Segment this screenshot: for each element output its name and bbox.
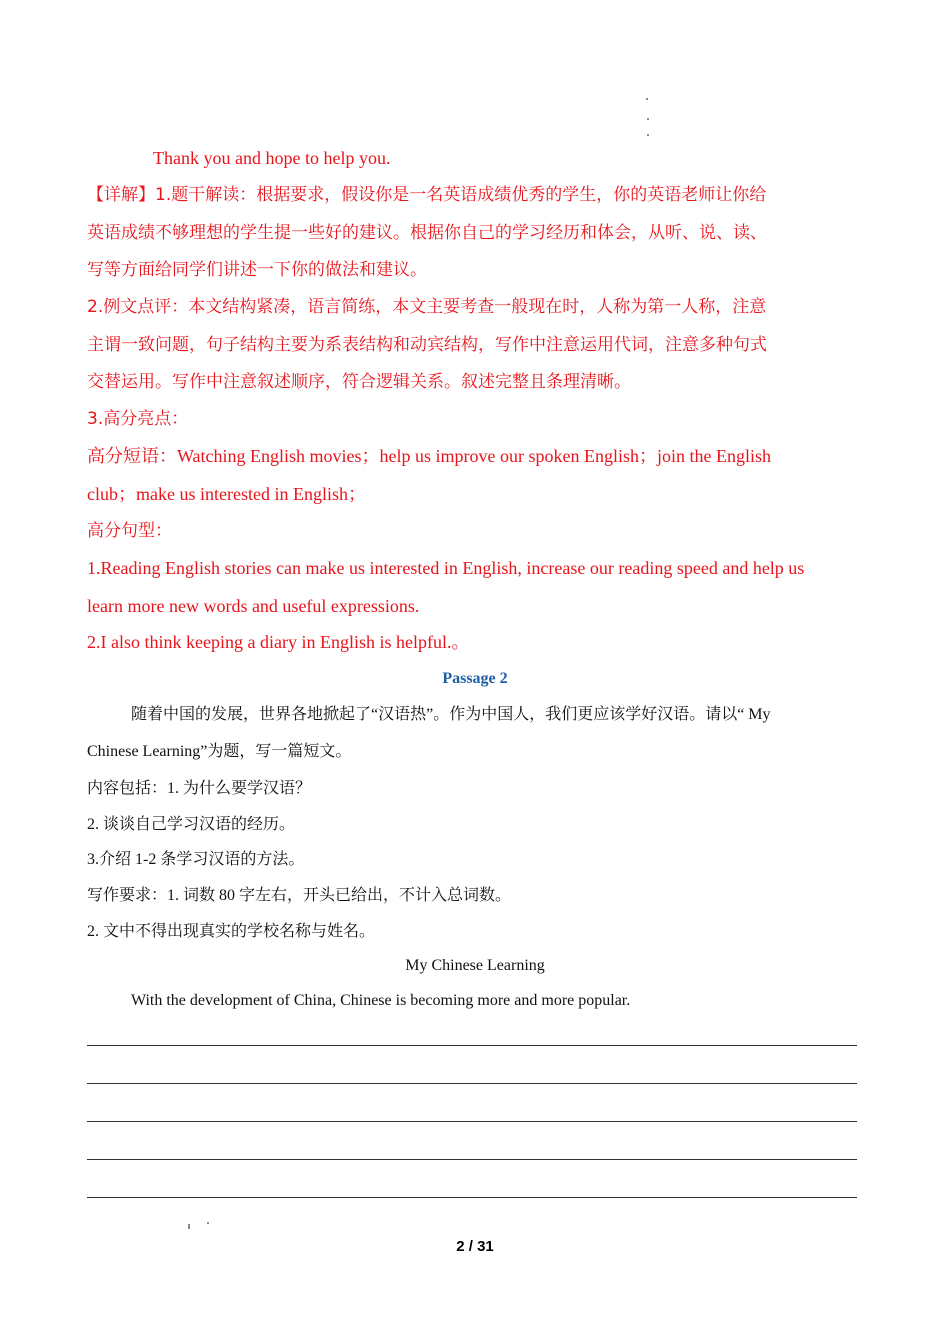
analysis-point-2-line-2: 主谓一致问题，句子结构主要为系表结构和动宾结构，写作中注意运用代词，注意多种句式 — [87, 335, 767, 355]
analysis-point-2-line-1: 2.例文点评：本文结构紧凑，语言简练，本文主要考查一般现在时，人称为第一人称，注意 — [87, 297, 767, 317]
content-requirement-1: 内容包括：1. 为什么要学汉语？ — [87, 780, 312, 797]
passage-intro-line-1: 随着中国的发展，世界各地掀起了“汉语热”。作为中国人，我们更应该学好汉语。请以“ My — [131, 706, 771, 723]
analysis-point-3-title: 3.高分亮点： — [87, 409, 189, 429]
passage-title: Passage 2 — [442, 670, 508, 687]
scan-speck — [188, 1224, 190, 1229]
high-score-sentence-1-line-2: learn more new words and useful expressions. — [87, 596, 420, 616]
passage-intro-line-2: Chinese Learning”为题，写一篇短文。 — [87, 743, 352, 760]
analysis-point-1-line-1: 【详解】1.题干解读：根据要求，假设你是一名英语成绩优秀的学生，你的英语老师让你给 — [87, 185, 767, 205]
scan-speck — [647, 118, 649, 120]
essay-title: My Chinese Learning — [405, 957, 545, 974]
writing-requirement-1: 写作要求：1. 词数 80 字左右，开头已给出，不计入总词数。 — [87, 887, 512, 904]
answer-blank-line — [87, 1121, 857, 1122]
high-score-sentence-2: 2.I also think keeping a diary in English is helpful.。 — [87, 632, 470, 652]
high-score-phrases-line-2: club；make us interested in English； — [87, 484, 366, 504]
answer-blank-line — [87, 1159, 857, 1160]
content-requirement-2: 2. 谈谈自己学习汉语的经历。 — [87, 816, 296, 833]
scan-speck — [207, 1222, 209, 1224]
writing-requirement-2: 2. 文中不得出现真实的学校名称与姓名。 — [87, 923, 376, 940]
high-score-sentences-title: 高分句型： — [87, 521, 172, 541]
answer-closing-line: Thank you and hope to help you. — [153, 148, 391, 168]
answer-blank-line — [87, 1083, 857, 1084]
page-number: 2 / 31 — [456, 1238, 494, 1255]
scan-speck — [647, 134, 649, 136]
high-score-sentence-1-line-1: 1.Reading English stories can make us interested in English, increase our reading speed and help us — [87, 558, 805, 578]
analysis-point-1-line-2: 英语成绩不够理想的学生提一些好的建议。根据你自己的学习经历和体会，从听、说、读、 — [87, 223, 767, 243]
essay-opening-sentence: With the development of China, Chinese is becoming more and more popular. — [131, 992, 631, 1009]
content-requirement-3: 3.介绍 1-2 条学习汉语的方法。 — [87, 851, 305, 868]
scan-speck — [646, 98, 648, 100]
answer-blank-line — [87, 1045, 857, 1046]
analysis-point-1-line-3: 写等方面给同学们讲述一下你的做法和建议。 — [87, 260, 427, 280]
analysis-point-2-line-3: 交替运用。写作中注意叙述顺序，符合逻辑关系。叙述完整且条理清晰。 — [87, 372, 631, 392]
answer-blank-line — [87, 1197, 857, 1198]
high-score-phrases-line-1: 高分短语：Watching English movies；help us improve our spoken English；join the English — [87, 446, 771, 466]
